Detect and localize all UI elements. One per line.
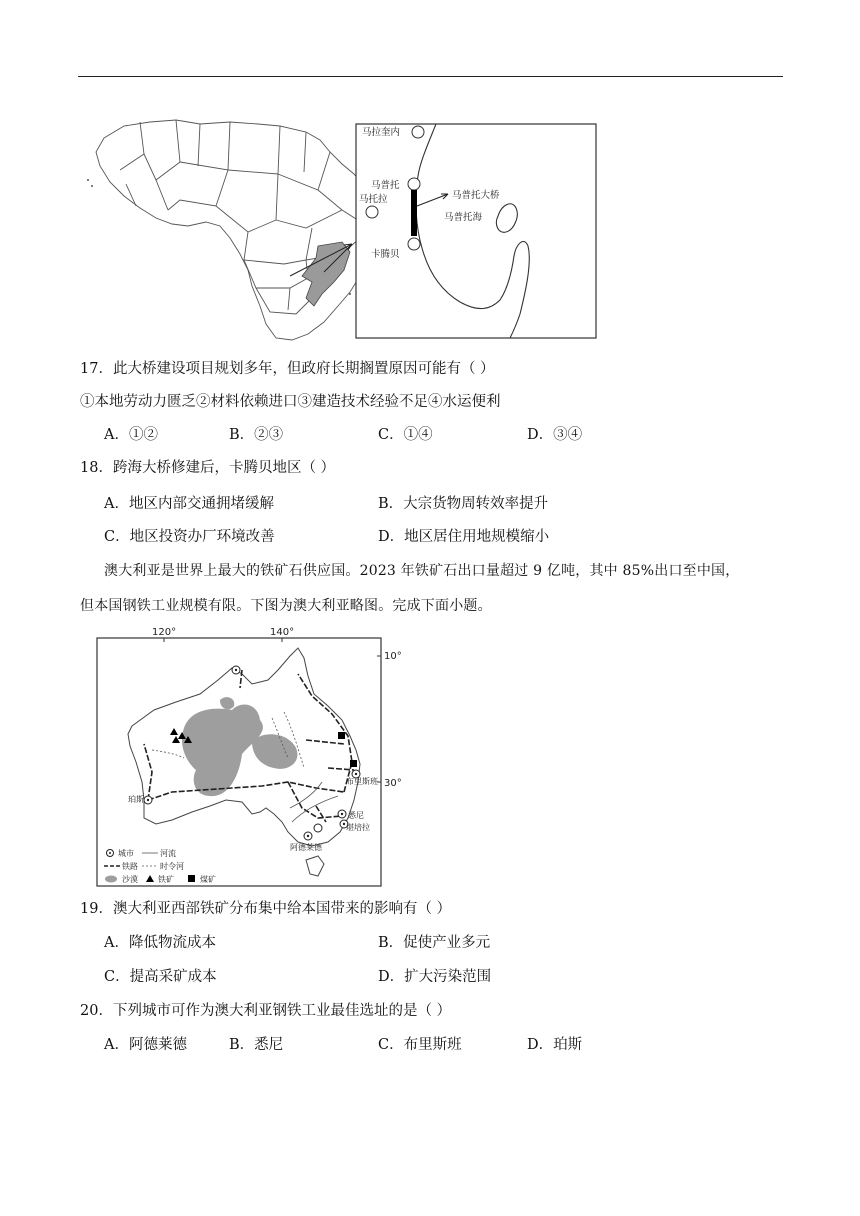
label-maputo: 马普托 [371, 180, 400, 191]
q17-options-line: ①本地劳动力匮乏②材料依赖进口③建造技术经验不足④水运便利 [80, 394, 501, 410]
lon-label-140: 140° [270, 627, 295, 638]
lat-label-10: 10° [384, 651, 402, 662]
q20-option-c[interactable]: C．布里斯班 [378, 1037, 462, 1053]
legend-desert: 沙漠 [122, 875, 138, 884]
mozambique-shape [302, 242, 350, 306]
coal-marker-north [338, 732, 345, 739]
bridge-bar [411, 190, 417, 236]
label-malakuane: 马拉奎内 [362, 127, 401, 138]
lon-label-120: 120° [152, 627, 177, 638]
coal-marker-south [350, 760, 357, 767]
q20-option-b[interactable]: B．悉尼 [229, 1037, 284, 1053]
label-katembe: 卡腾贝 [371, 249, 400, 260]
q19-option-b[interactable]: B．促使产业多元 [378, 935, 491, 951]
city-label-sydney: 悉尼 [348, 811, 364, 820]
q20-option-a[interactable]: A．阿德莱德 [104, 1037, 187, 1053]
city-label-brisbane: 布里斯班 [346, 777, 378, 786]
legend-railway: 铁路 [122, 862, 138, 871]
q18-option-a[interactable]: A．地区内部交通拥堵缓解 [104, 496, 274, 512]
q19-stem: 19．澳大利亚西部铁矿分布集中给本国带来的影响有（ ） [80, 901, 452, 917]
q17-option-a[interactable]: A．①② [104, 427, 158, 443]
city-marker-maputo [408, 178, 420, 190]
q19-option-c[interactable]: C．提高采矿成本 [104, 969, 217, 985]
q19-option-d[interactable]: D．扩大污染范围 [378, 969, 492, 985]
legend-river: 河流 [160, 849, 176, 858]
q18-option-d[interactable]: D．地区居住用地规模缩小 [378, 529, 550, 545]
q18-option-c[interactable]: C．地区投资办厂环境改善 [104, 529, 275, 545]
city-marker-katembe [408, 238, 420, 250]
australia-map [92, 622, 422, 890]
legend-city: 城市 [118, 849, 134, 858]
label-matola: 马托拉 [359, 194, 388, 205]
inset-frame [356, 124, 596, 338]
q20-option-d[interactable]: D．珀斯 [527, 1037, 583, 1053]
legend-coal: 煤矿 [200, 875, 216, 884]
passage-line-1: 澳大利亚是世界上最大的铁矿石供应国。2023 年铁矿石出口量超过 9 亿吨，其中 85%出口至中国， [104, 563, 740, 579]
q17-option-d[interactable]: D．③④ [527, 427, 583, 443]
legend-iron: 铁矿 [158, 875, 174, 884]
city-marker-matola [366, 206, 378, 218]
legend-seasonal-river: 时令河 [160, 862, 184, 871]
lat-label-30: 30° [384, 778, 402, 789]
label-bay: 马普托海 [444, 212, 483, 223]
label-bridge: 马普托大桥 [452, 190, 500, 201]
q17-option-c[interactable]: C．①④ [378, 427, 433, 443]
header-rule [78, 76, 783, 77]
q20-stem: 20．下列城市可作为澳大利亚钢铁工业最佳选址的是（ ） [80, 1003, 452, 1019]
q18-stem: 18．跨海大桥修建后，卡腾贝地区（ ） [80, 460, 336, 476]
city-marker-malakuane [412, 126, 424, 138]
q19-option-a[interactable]: A．降低物流成本 [104, 935, 216, 951]
africa-maputo-map [80, 110, 620, 346]
q17-option-b[interactable]: B．②③ [229, 427, 284, 443]
city-label-canberra: 堪培拉 [346, 823, 370, 832]
city-label-perth: 珀斯 [128, 795, 144, 804]
q17-stem: 17．此大桥建设项目规划多年，但政府长期搁置原因可能有（ ） [80, 361, 495, 377]
city-label-adelaide: 阿德莱德 [290, 843, 322, 852]
passage-line-2: 但本国钢铁工业规模有限。下图为澳大利亚略图。完成下面小题。 [80, 598, 492, 614]
q18-option-b[interactable]: B．大宗货物周转效率提升 [378, 496, 549, 512]
